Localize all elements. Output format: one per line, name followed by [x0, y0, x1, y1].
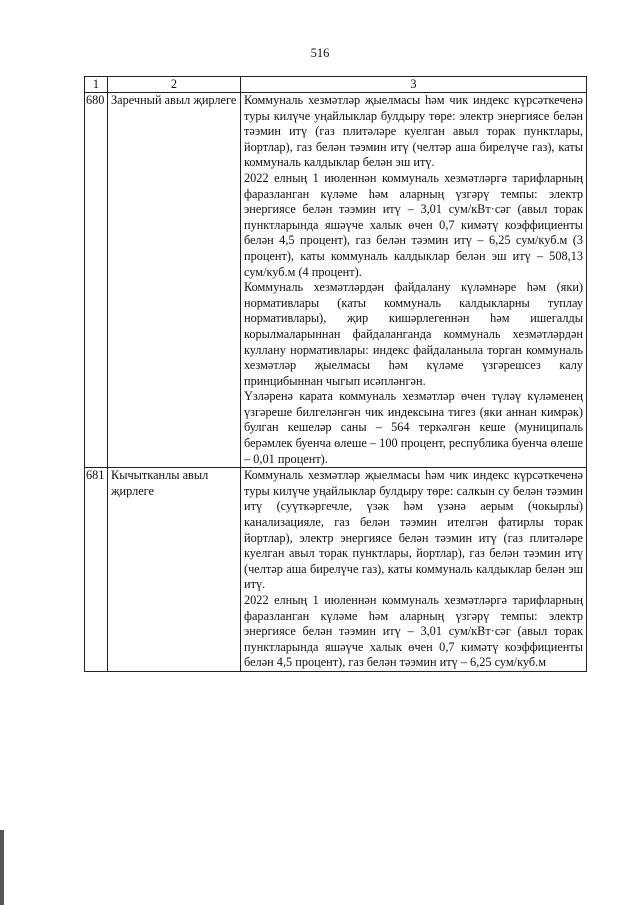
row-number: 680: [85, 93, 108, 468]
scan-edge-mark: [0, 830, 4, 905]
settlement-name: Заречный авыл җирлеге: [108, 93, 241, 468]
row-number: 681: [85, 468, 108, 672]
row-description: [241, 93, 587, 468]
column-header-1: 1: [85, 77, 108, 93]
column-header-2: 2: [108, 77, 241, 93]
paragraph: Коммуналь хезмәтләр җыелмасы һәм чик индекс күрсәткеченә туры килүче уңайлыклар булдыру төре: электр энергиясе белән тәэмин итү (газ плитәләре куелган авыл торак пунктлары, йортлар), газ белән тәэмин итү (челтәр аша бирелүче газ), каты коммуналь калдыклар белән эш итү.: [244, 93, 583, 170]
row-description: [241, 468, 587, 672]
data-table: [84, 76, 587, 672]
table-row: [85, 468, 587, 672]
page-number: 516: [310, 46, 330, 60]
table-header-row: [85, 77, 587, 93]
paragraph: Коммуналь хезмәтләр җыелмасы һәм чик индекс күрсәткеченә туры килүче уңайлыклар булдыру төре: салкын су белән тәэмин итү (суүткәргечле, үзәк һәм үзәнә аерым (чокырлы) канализацияле, газ белән тәэмин ителгән фатирлы торак йортлар), электр энергиясе белән тәэмин итү (газ плитәләре куелган авыл торак пунктлары, йортлар), газ белән тәэмин итү (челтәр аша бирелүче газ), каты коммуналь калдыклар белән эш итү.: [244, 468, 583, 592]
table-row: [85, 93, 587, 468]
paragraph: 2022 елның 1 июленнән коммуналь хезмәтләргә тарифларның фаразланган күләме һәм аларның үзгәрү темпы: электр энергиясе белән тәэмин итү – 3,01 сум/кВт·сәг (авыл торак пунктларында яшәүче халык өчен 0,7 кимәтү коэффициенты белән 4,5 процент), газ белән тәэмин итү – 6,25 сум/куб.м: [244, 593, 583, 670]
column-header-3: 3: [241, 77, 587, 93]
paragraph: 2022 елның 1 июленнән коммуналь хезмәтләргә тарифларның фаразланган күләме һәм аларның үзгәрү темпы: электр энергиясе белән тәэмин итү – 3,01 сум/кВт·сәг (авыл торак пунктларында яшәүче халык өчен 0,7 кимәтү коэффициенты белән 4,5 процент), газ белән тәэмин итү – 6,25 сум/куб.м (3 процент), каты коммуналь калдыклар белән эш итү – 508,13 сум/куб.м (4 процент).: [244, 170, 583, 279]
settlement-name: Кычытканлы авыл җирлеге: [108, 468, 241, 672]
paragraph: Үзләренә карата коммуналь хезмәтләр өчен түләү күләменең үзгәреше билгеләнгән чик индексына тигез (яки аннан кимрәк) булган кешеләр саны – 564 теркәлгән кеше (муниципаль берәмлек буенча өлеше – 100 процент, республика буенча өлеше – 0,01 процент).: [244, 389, 583, 466]
paragraph: Коммуналь хезмәтләрдән файдалану күләмнәре һәм (яки) нормативлары (каты коммуналь калдыкларны туплау нормативлары), җир кишәрлегеннән һәм ишегалды корылмаларыннан файдаланганда коммуналь хезмәтләрдән куллану нормативлары: индекс файдаланыла торган коммуналь хезмәтләр җыелмасы һәм күләме үзгәрешсез калу принцибыннан чыгып исәпләнгән.: [244, 280, 583, 388]
